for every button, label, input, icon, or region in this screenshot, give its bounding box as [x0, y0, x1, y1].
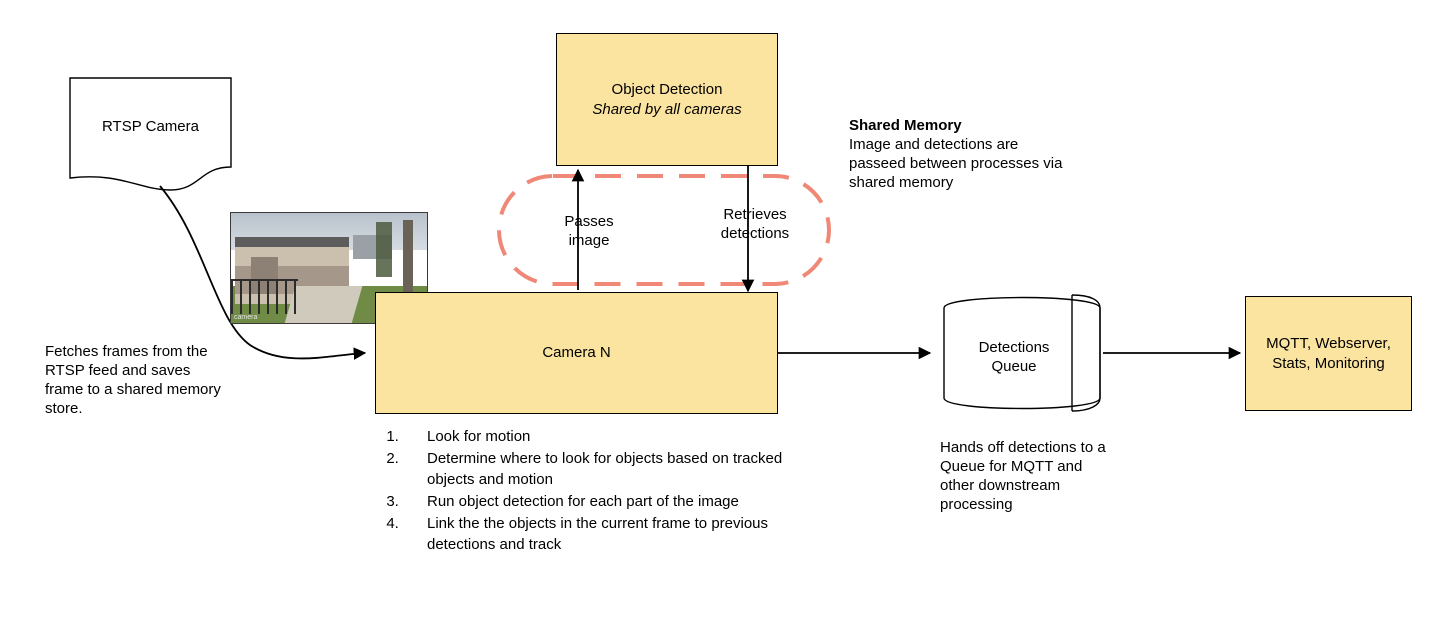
list-item: 3. Run object detection for each part of the image	[403, 491, 813, 512]
list-item: 2. Determine where to look for objects based on tracked objects and motion	[403, 448, 813, 490]
snapshot-tree	[376, 222, 392, 277]
detections-queue-line2: Queue	[991, 358, 1037, 375]
detections-queue-node	[944, 300, 1100, 410]
camera-n-node	[375, 292, 778, 414]
object-detection-subtitle: Shared by all cameras	[592, 100, 742, 118]
consumers-node	[1245, 296, 1412, 411]
list-item: 4. Link the the objects in the current frame to previous detections and track	[403, 513, 813, 555]
shared-memory-note	[849, 116, 1064, 192]
consumers-line1: MQTT, Webserver,	[1266, 334, 1391, 352]
consumers-line2: Stats, Monitoring	[1272, 354, 1385, 372]
retrieves-detections-line2: detections	[720, 225, 790, 242]
snapshot-timestamp: camera	[234, 314, 258, 321]
queue-note-text: Hands off detections to a Queue for MQTT and other downstream processing	[940, 439, 1106, 513]
shared-memory-note-body: Image and detections are passeed between processes via shared memory	[849, 136, 1063, 191]
shared-memory-note-title: Shared Memory	[849, 117, 962, 134]
rtsp-camera-node	[70, 78, 231, 178]
detections-queue-label	[936, 338, 1092, 376]
passes-image-line2: image	[568, 232, 610, 249]
camera-n-label: Camera N	[542, 344, 611, 361]
snapshot-fence	[231, 279, 298, 314]
object-detection-title: Object Detection	[611, 80, 723, 98]
fetch-frames-note-text: Fetches frames from the RTSP feed and saves frame to a shared memory store.	[45, 343, 221, 417]
retrieves-detections-line1: Retrieves	[723, 206, 787, 223]
queue-note	[940, 438, 1116, 514]
camera-n-steps	[375, 426, 813, 556]
list-item: 1. Look for motion	[403, 426, 813, 447]
passes-image-line1: Passes	[564, 213, 614, 230]
edge-label-passes-image	[544, 212, 634, 250]
detections-queue-line1: Detections	[978, 339, 1050, 356]
fetch-frames-note	[45, 342, 227, 418]
rtsp-camera-label: RTSP Camera	[102, 118, 199, 135]
object-detection-node	[556, 33, 778, 166]
edge-label-retrieves-detections	[700, 205, 810, 243]
